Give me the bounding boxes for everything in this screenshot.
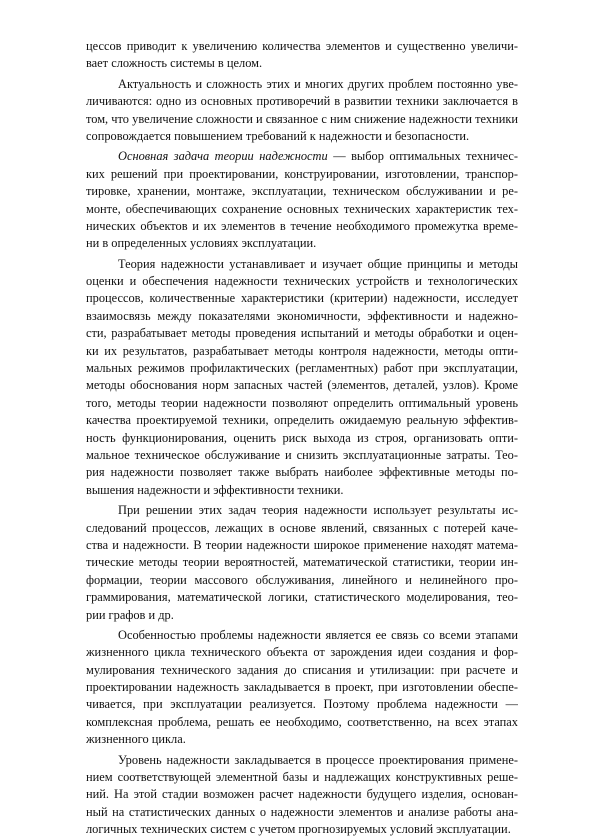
text-line: проектировании надежность закладывается в проект, при изготовлении обеспе-: [86, 680, 518, 695]
text-line: личиваются: одно из основных противоречий в развитии техники заключается в: [86, 94, 518, 109]
text-line: комплексная проблема, решать ее необходимо, соответственно, на всех этапах: [86, 714, 518, 729]
text-line: качества проектируемой техники, определить ожидаемую реальную эффектив-: [86, 413, 518, 428]
paragraph-4: [86, 256, 518, 499]
text-line: Теория надежности устанавливает и изучает общие принципы и методы: [118, 256, 518, 271]
text-line: Уровень надежности закладывается в процессе проектирования примене-: [118, 752, 518, 767]
text-line: сопровождается повышением требований к надежности и безопасности.: [86, 128, 470, 143]
paragraph-3: [86, 148, 518, 252]
paragraph-7: [86, 752, 518, 839]
text-line: ний. На этой стадии возможен расчет надежности будущего изделия, основан-: [86, 787, 518, 802]
text-line: мальное техническое обслуживание и снизить эксплуатационные затраты. Тео-: [86, 447, 518, 462]
paragraph-1: [86, 38, 518, 73]
text-line: тические методы теории вероятностей, математической статистики, теории ин-: [86, 555, 518, 570]
text-line: том, что увеличение сложности и связанное с ним снижение надежности техники: [86, 111, 518, 126]
text-line: того, методы теории надежности позволяют определить оптимальный уровень: [86, 395, 518, 410]
paragraph-2: [86, 76, 518, 146]
text-line: логичных технических систем с учетом прогнозируемых условий эксплуатации.: [86, 822, 511, 837]
text-line: ни в определенных условиях эксплуатации.: [86, 236, 317, 251]
text-line: методы обоснования норм запасных частей (элементов, деталей, узлов). Кроме: [86, 378, 518, 393]
text-line: граммирования, математической логики, статистического моделирования, тео-: [86, 590, 518, 605]
text-line: взаимосвязь между показателями экономичности, эффективности и надежно-: [86, 308, 518, 323]
text-line: [86, 148, 518, 165]
text-line: ства и надежности. В теории надежности широкое применение находят матема-: [86, 537, 518, 552]
text-line: ки их результатов, разрабатывает методы контроля надежности, методы опти-: [86, 343, 518, 358]
text-line: ких решений при проектировании, конструировании, изготовлении, транспор-: [86, 166, 518, 181]
text-line: Актуальность и сложность этих и многих других проблем постоянно уве-: [118, 76, 518, 91]
text-line: цессов приводит к увеличению количества элементов и существенно увеличи-: [86, 39, 518, 53]
text-line: мальных режимов профилактических (регламентных) работ при эксплуатации,: [86, 361, 518, 376]
text-line: вышения надежности и эффективности техники.: [86, 482, 344, 497]
text-line: ный на статистических данных о надежности элементов и анализе работы ана-: [86, 804, 518, 819]
paragraph-6: [86, 627, 518, 749]
text-line: следований процессов, лежащих в основе явлений, связанных с потерей каче-: [86, 520, 518, 535]
text-line: чивается, при эксплуатации реализуется. Поэтому проблема надежности —: [86, 697, 518, 712]
text-line: оценки и обеспечения надежности технических устройств и технологических: [86, 274, 518, 289]
italic-term: Основная задача теории надежности: [118, 149, 328, 164]
text-line: жизненного цикла.: [86, 732, 186, 747]
text-line: рия надежности позволяет также выбрать наиболее эффективные методы по-: [86, 465, 518, 480]
document-page: [86, 38, 518, 839]
text-line: сти, разрабатывает методы проведения испытаний и методы обработки и оцен-: [86, 326, 518, 341]
text-line: монте, обеспечивающих сохранение основных технических характеристик тех-: [86, 201, 518, 216]
text-line: ность функционирования, оценить риск выхода из строя, организовать опти-: [86, 430, 518, 445]
text-line: рии графов и др.: [86, 607, 174, 622]
text-line: нием соответствующей элементной базы и надлежащих конструктивных реше-: [86, 770, 518, 785]
text-line: нических объектов и их элементов в течение необходимого промежутка време-: [86, 218, 518, 233]
text-line: Особенностью проблемы надежности является ее связь со всеми этапами: [118, 627, 518, 642]
text-fragment: — выбор оптимальных техничес-: [327, 149, 518, 164]
paragraph-5: [86, 502, 518, 624]
text-line: формации, теории массового обслуживания, линейного и нелинейного про-: [86, 572, 518, 587]
text-line: тировке, хранении, монтаже, эксплуатации, техническом обслуживании и ре-: [86, 184, 518, 199]
text-line: вает сложность системы в целом.: [86, 56, 263, 71]
text-line: При решении этих задач теория надежности использует результаты ис-: [118, 503, 518, 518]
text-line: процессов, количественные характеристики (критерии) надежности, исследует: [86, 291, 518, 306]
text-line: мулирования технического задания до списания и утилизации: при расчете и: [86, 662, 518, 677]
text-line: жизненного цикла технического объекта от зарождения идеи создания и фор-: [86, 645, 518, 660]
